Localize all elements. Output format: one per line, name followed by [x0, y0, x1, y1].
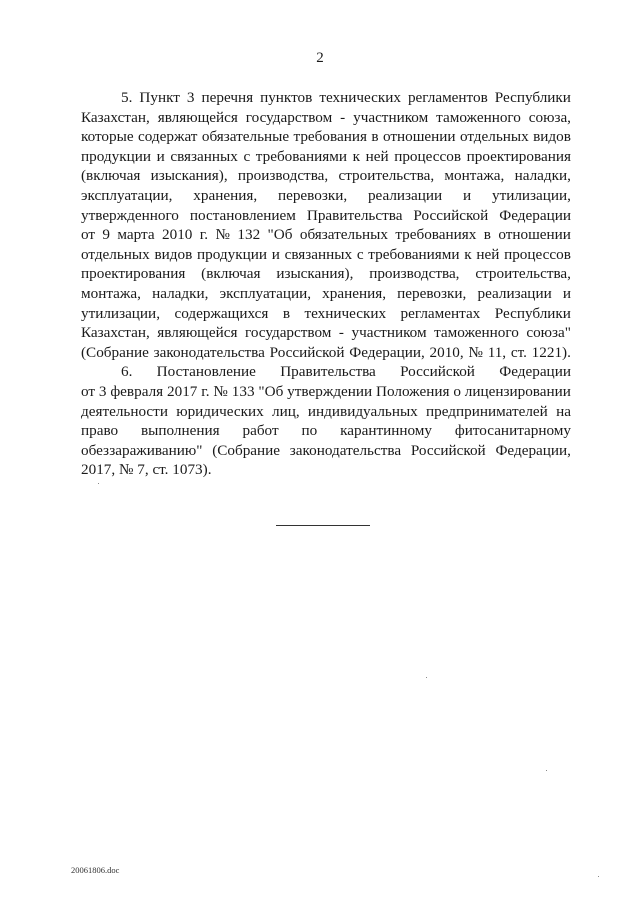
word: регламентов — [407, 89, 488, 106]
word: регламентах — [400, 304, 481, 322]
word: марта — [117, 226, 155, 244]
word: проектирования — [81, 265, 186, 283]
word: законодательства — [289, 441, 402, 459]
word: - — [338, 324, 344, 342]
paragraph-line — [81, 264, 571, 284]
word: производства, — [237, 167, 329, 185]
word: таможенного — [436, 108, 521, 126]
scan-speck — [598, 876, 599, 877]
word: продукции — [81, 147, 151, 165]
word: карантинному — [340, 422, 432, 440]
paragraph-line — [81, 186, 571, 206]
word: 2010, — [429, 343, 464, 361]
paragraph-line — [81, 225, 571, 245]
word: монтажа, — [81, 284, 141, 302]
word: производства, — [369, 265, 460, 283]
paragraph-line — [81, 127, 571, 147]
word: Республики — [494, 304, 571, 322]
word: участником — [353, 108, 429, 126]
word: обязательные — [201, 128, 290, 146]
word: постановлением — [189, 206, 296, 224]
word: продукции — [197, 245, 267, 263]
paragraph-line — [81, 284, 571, 304]
paragraph-line — [81, 323, 571, 343]
word: право — [81, 422, 119, 440]
word: ст. — [510, 343, 527, 361]
word: реализации — [477, 284, 552, 302]
paragraph-line — [81, 166, 571, 186]
page-number: 2 — [316, 50, 324, 66]
word: по — [301, 422, 318, 440]
word: в — [483, 226, 491, 244]
word: хранения, — [322, 284, 387, 302]
word: отдельных — [81, 245, 150, 263]
paragraph-line — [81, 206, 571, 226]
word: связанных — [170, 147, 238, 165]
word: хранения, — [193, 186, 258, 204]
word: выполнения — [141, 422, 220, 440]
word: индивидуальных — [307, 402, 418, 420]
word: отношении — [498, 226, 571, 244]
word: которые — [81, 128, 134, 146]
word: о — [453, 382, 461, 400]
word: работ — [242, 422, 279, 440]
paragraph-line — [81, 245, 571, 265]
word: фитосанитарному — [454, 422, 571, 440]
word: - — [340, 108, 346, 126]
word: № — [213, 382, 228, 400]
word: г. — [199, 226, 209, 244]
word: Казахстан, — [81, 108, 150, 126]
word: изыскания), — [276, 265, 354, 283]
word: и — [562, 284, 571, 302]
word: видов — [154, 245, 193, 263]
word: Федерации, — [349, 343, 425, 361]
word: (включая — [81, 167, 141, 185]
word: законодательства — [153, 343, 265, 361]
word: утилизации, — [81, 304, 160, 322]
word: с — [243, 147, 251, 165]
scan-speck — [426, 677, 427, 678]
word: Республики — [494, 89, 571, 106]
word: государством — [245, 108, 333, 126]
word: Российской — [413, 206, 489, 224]
word: строительства, — [338, 167, 435, 185]
paragraph-line — [81, 362, 571, 382]
word: 2010 — [162, 226, 193, 244]
word: являющейся — [157, 108, 238, 126]
word: февраля — [110, 382, 164, 400]
word: Правительства — [280, 363, 376, 381]
word: № — [468, 343, 483, 361]
word: содержащихся — [174, 304, 269, 322]
word: таможенного — [434, 324, 519, 342]
word: 1221). — [531, 343, 571, 361]
word: 133 — [231, 382, 255, 400]
word: 2017 — [167, 382, 198, 400]
word: лицензировании — [464, 382, 571, 400]
word: "Об — [267, 226, 293, 244]
word: и — [463, 186, 472, 204]
paragraph-line — [81, 402, 571, 422]
word: с — [356, 245, 364, 263]
paragraph-line — [81, 421, 571, 441]
word: участником — [351, 324, 427, 342]
word: перевозки, — [397, 284, 467, 302]
word: Правительства — [306, 206, 403, 224]
paragraph-line — [81, 147, 571, 167]
paragraph-line — [81, 343, 571, 363]
word: наладки, — [514, 167, 571, 185]
paragraph-line: 2017, № 7, ст. 1073). — [81, 461, 212, 479]
word: процессов — [504, 245, 571, 263]
word: процессов — [394, 147, 461, 165]
word: эксплуатации, — [81, 186, 173, 204]
word: Федерации — [499, 206, 571, 224]
word: Положения — [376, 382, 450, 400]
word: Российской — [269, 343, 345, 361]
word: и — [156, 147, 165, 165]
word: требования — [293, 128, 367, 146]
word: 11, — [487, 343, 507, 361]
word: (Собрание — [212, 441, 281, 459]
word: Казахстан, — [81, 324, 150, 342]
word: и — [271, 245, 280, 263]
word: 132 — [237, 226, 261, 244]
word: отдельных — [459, 128, 529, 146]
document-body — [81, 88, 571, 480]
word: союза, — [528, 108, 571, 126]
word: видов — [533, 128, 571, 146]
word: 9 — [102, 226, 111, 244]
word: Федерации, — [495, 441, 571, 459]
word: являющейся — [157, 324, 238, 342]
word: перевозки, — [277, 186, 348, 204]
word: юридических — [176, 402, 264, 420]
word: Постановление — [156, 363, 256, 381]
word: в — [282, 304, 290, 322]
word: связанных — [284, 245, 353, 263]
word: утверждении — [287, 382, 373, 400]
word: ней — [476, 245, 500, 263]
word: (Собрание — [81, 343, 149, 361]
word: технических — [319, 89, 401, 106]
word: 3 — [186, 89, 195, 106]
word: государством — [244, 324, 332, 342]
word: в — [371, 128, 379, 146]
word: обязательных — [299, 226, 388, 244]
paragraph-line — [81, 304, 571, 324]
word: лиц, — [272, 402, 300, 420]
paragraph-6 — [81, 362, 571, 480]
word: утвержденного — [81, 206, 179, 224]
paragraph-line — [81, 88, 571, 108]
word: "Об — [258, 382, 284, 400]
paragraph-5 — [81, 88, 571, 362]
word: деятельности — [81, 402, 168, 420]
word: от — [81, 226, 96, 244]
word: 6. — [121, 363, 133, 381]
word: № — [215, 226, 230, 244]
word: содержат — [138, 128, 198, 146]
word: требованиями — [255, 147, 347, 165]
scan-speck — [98, 483, 99, 484]
word: наладки, — [152, 284, 209, 302]
paragraph-line — [81, 441, 571, 461]
word: от — [81, 382, 96, 400]
word: требованиях — [395, 226, 477, 244]
word: проектирования — [466, 147, 571, 165]
footer-filename: 20061806.doc — [71, 865, 120, 875]
paragraph-line — [81, 382, 571, 402]
word: ней — [365, 147, 389, 165]
word: к — [464, 245, 472, 263]
word: на — [556, 402, 571, 420]
word: монтажа, — [444, 167, 505, 185]
word: требованиями — [368, 245, 460, 263]
end-divider — [276, 525, 370, 526]
word: технических — [304, 304, 387, 322]
word: к — [352, 147, 360, 165]
word: Пункт — [139, 89, 180, 106]
word: Российской — [410, 441, 486, 459]
word: 5. — [121, 89, 133, 106]
word: строительства, — [475, 265, 571, 283]
word: предпринимателей — [426, 402, 548, 420]
scan-speck — [546, 770, 547, 771]
word: эксплуатации, — [219, 284, 312, 302]
word: перечня — [201, 89, 254, 106]
word: отношении — [382, 128, 456, 146]
word: 3 — [98, 382, 107, 400]
word: утилизации, — [491, 186, 571, 204]
word: пунктов — [260, 89, 313, 106]
word: союза" — [526, 324, 571, 342]
word: обеззараживанию" — [81, 441, 203, 459]
word: реализации — [367, 186, 443, 204]
word: Российской — [400, 363, 475, 381]
word: г. — [201, 382, 210, 400]
paragraph-line — [81, 108, 571, 128]
word: Федерации — [499, 363, 571, 381]
word: (включая — [201, 265, 261, 283]
word: изыскания), — [150, 167, 228, 185]
